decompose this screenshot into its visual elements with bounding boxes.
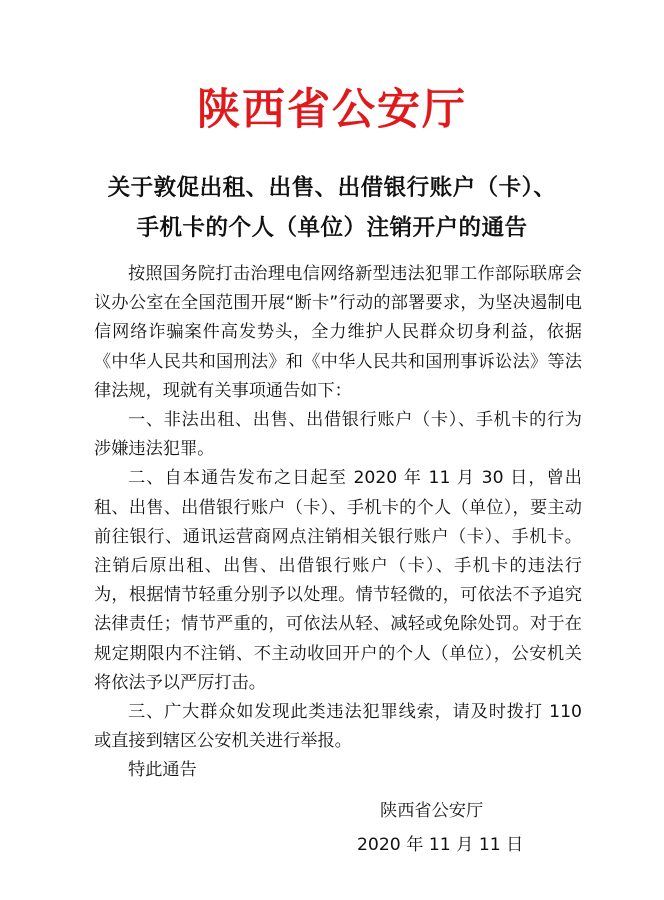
intro-paragraph: 按照国务院打击治理电信网络新型违法犯罪工作部际联席会议办公室在全国范围开展“断卡”行动的部署要求，为坚决遏制电信网络诈骗案件高发势头，全力维护人民群众切身利益，依据《中华人民共和国刑法》和《中华人民共和国刑事诉讼法》等法律法规，现就有关事项通告如下： — [94, 264, 582, 401]
clause-2-paragraph: 二、自本通告发布之日起至 2020 年 11 月 30 日，曾出租、出售、出借银行账户（卡）、手机卡的个人（单位），要主动前往银行、通讯运营商网点注销相关银行账户（卡）、手机卡。注销后原出租、出售、出借银行账户（卡）、手机卡的违法行为，根据情节轻重分别予以处理。情节轻微的，可依法不予追究法律责任；情节严重的，可依法从轻、减轻或免除处罚。对于在规定期限内不注销、不主动收回开户的个人（单位），公安机关将依法予以严厉打击。 — [94, 468, 582, 693]
notice-title-line-2: 手机卡的个人（单位）注销开户的通告 — [136, 215, 528, 241]
notice-body — [94, 260, 582, 786]
closing-remark: 特此通告 — [128, 760, 197, 781]
clause-1-paragraph: 一、非法出租、出售、出借银行账户（卡）、手机卡的行为涉嫌违法犯罪。 — [94, 410, 582, 460]
notice-title-line-1: 关于敦促出租、出售、出借银行账户（卡）、 — [107, 175, 557, 201]
signature-date: 2020 年 11 月 11 日 — [357, 835, 524, 855]
letterhead-title: 陕西省公安厅 — [197, 85, 467, 135]
clause-3-paragraph: 三、广大群众如发现此类违法犯罪线索，请及时拨打 110 或直接到辖区公安机关进行举报。 — [94, 702, 582, 752]
signature-organization: 陕西省公安厅 — [380, 801, 484, 821]
notice-title — [0, 168, 664, 248]
